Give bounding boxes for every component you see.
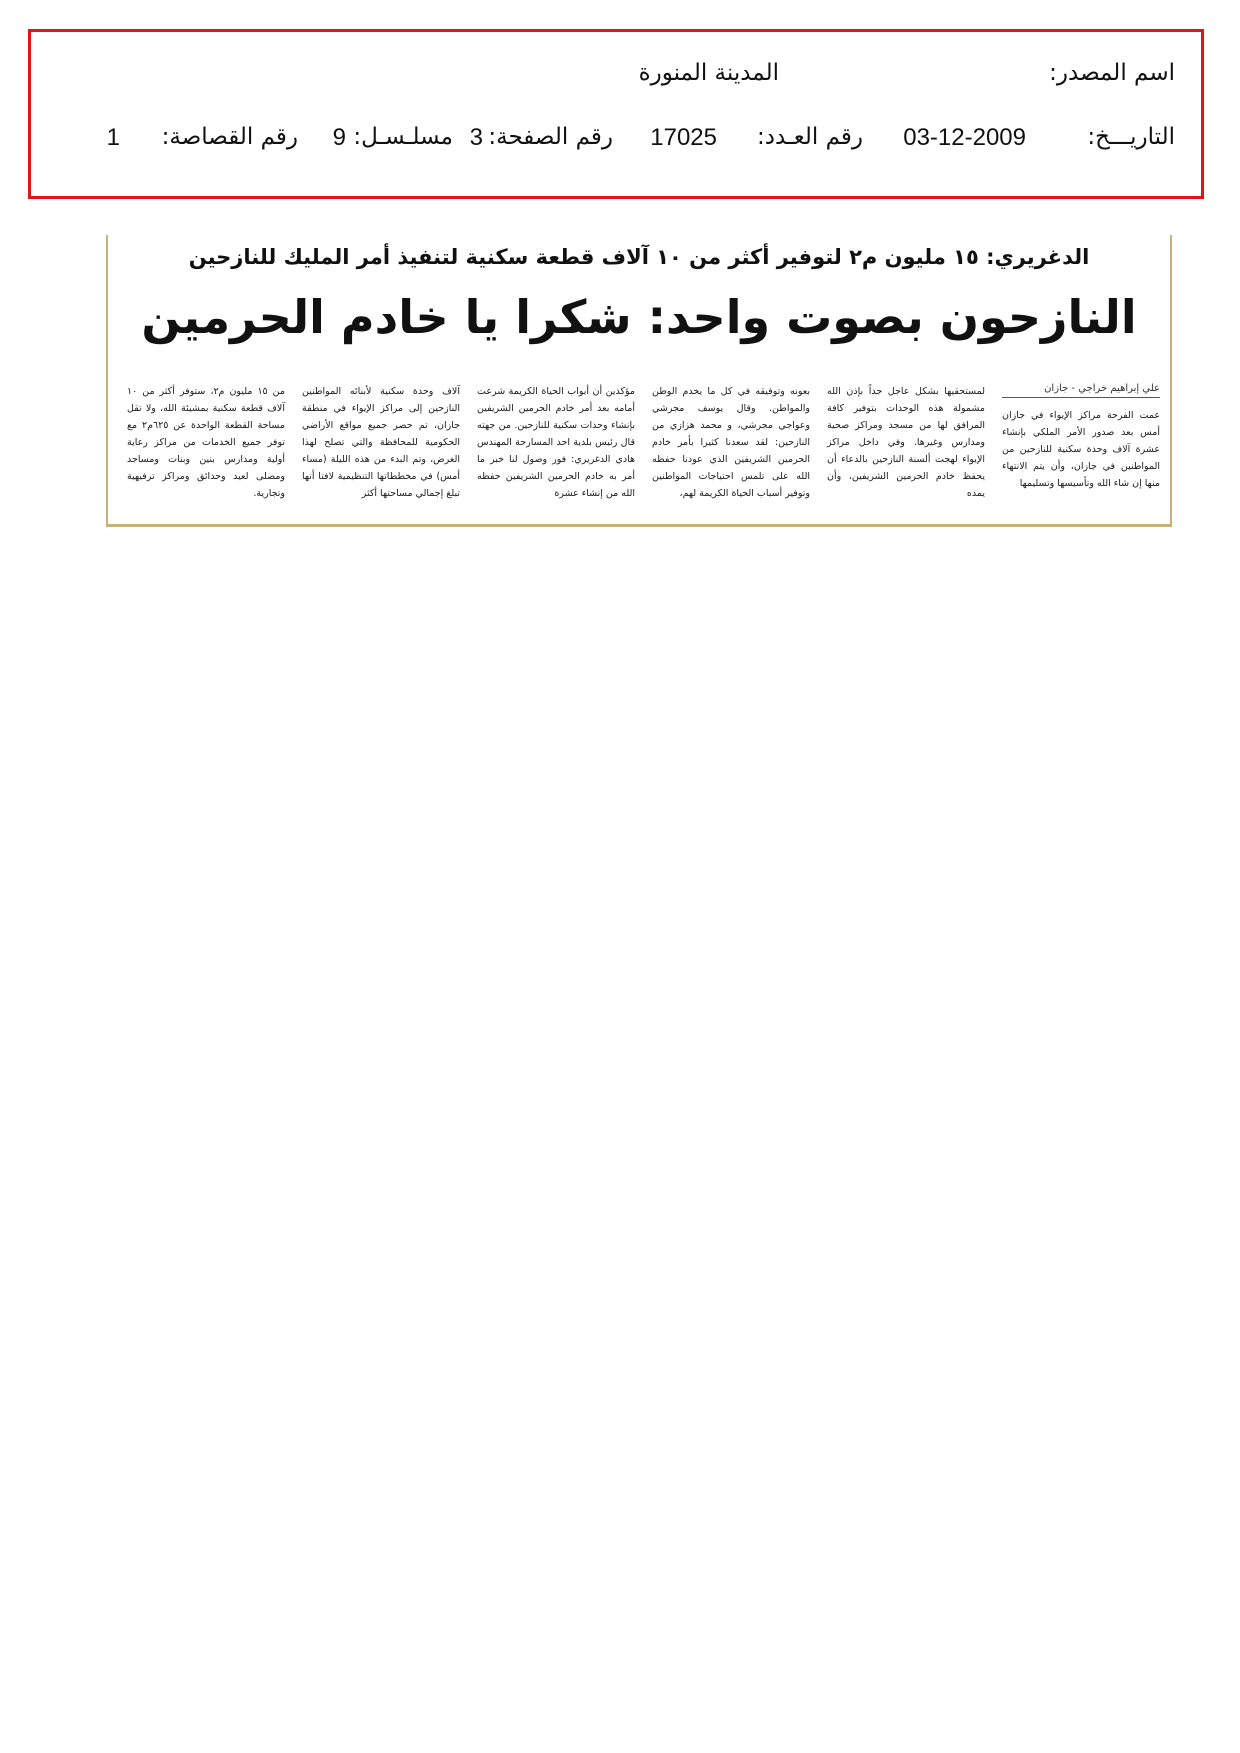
article-column-3: بعونه وتوفيقه في كل ما يخدم الوطن والمواطن. وقال يوسف مجرشي وعواجي مجرشي، و محمد هزازي من النازحين: لقد سعدنا كثيرا بأمر خادم الحرمين الشريفين الذي عودنا حفظه الله على تلمس احتياجات المواطنين وتوفير أسباب الحياة الكريمة لهم، [652,386,810,499]
details-row [31,124,1201,156]
page-value: 3 [469,124,483,151]
page-label: رقم الصفحة: [488,124,613,150]
issue-label: رقم العـدد: [756,124,863,150]
source-value: المدينة المنورة [638,60,779,86]
article-column-4: مؤكدين أن أبواب الحياة الكريمة شرعت أمامه بعد أمر خادم الحرمين الشريفين بإنشاء وحدات سكنية للنازحين. من جهته قال رئيس بلدية احد المسارحة المهندس هادي الدغريري: فور وصول لنا خبر ما أمر به خادم الحرمين الشريفين حفظه الله من إنشاء عشرة [477,386,635,499]
source-label: اسم المصدر: [1049,60,1175,86]
source-row [31,60,1201,92]
article-column-1: عمت الفرحة مراكز الإيواء في جازان أمس بعد صدور الأمر الملكي بإنشاء عشرة آلاف وحدة سكنية للنازحين من المواطنين في جازان، وأن يتم الانتهاء منها إن شاء الله وتأسيسها وتسليمها [1002,410,1160,489]
serial-value: 9 [332,124,346,151]
article-headline: النازحون بصوت واحد: شكرا يا خادم الحرمين [141,290,1137,344]
article-column-5: آلاف وحدة سكنية لأبنائه المواطنين النازحين إلى مراكز الإيواء في منطقة جازان، تم حصر جميع مواقع الأراضي الحكومية للمحافظة والتي تصلح لهذا الغرض، وتم البدء من هذه الليلة (مساء أمس) في مخططاتها التنظيمية لافتا أنها تبلغ إجمالي مساحتها أكثر [302,386,460,499]
date-value: 03-12-2009 [903,124,1026,151]
article-column-2: لمستحقيها بشكل عاجل جداً بإذن الله مشمولة هذه الوحدات بتوفير كافة المرافق لها من مسجد ومراكز صحية ومدارس وغيرها. وفي داخل مراكز الإيواء لهجت ألسنة النازحين بالدعاء أن يحفظ خادم الحرمين الشريفين، وأن يمده [827,386,985,499]
newspaper-clipping [106,235,1172,527]
article-byline: علي إبراهيم خراجي - جازان [1002,383,1160,398]
issue-value: 17025 [650,124,717,151]
clip-number-value: 1 [106,124,120,151]
serial-label: مسلـسـل: [353,124,453,150]
date-label: التاريـــخ: [1087,124,1175,150]
article-column-6: من ١٥ مليون م٢، ستوفر أكثر من ١٠ آلاف قطعة سكنية بمشيئة الله، ولا تقل مساحة القطعة الواحدة عن ٦٢٥م٢ مع توفر جميع الخدمات من مراكز رعاية أولية ومدارس بنين وبنات ومساجد ومصلى لعيد وحدائق ومراكز ترفيهية وتجارية. [127,386,285,499]
article-subheadline: الدغريري: ١٥ مليون م٢ لتوفير أكثر من ١٠ آلاف قطعة سكنية لتنفيذ أمر المليك للنازحين [188,245,1090,269]
clip-number-label: رقم القصاصة: [161,124,298,150]
clipping-metadata-box [28,29,1204,199]
